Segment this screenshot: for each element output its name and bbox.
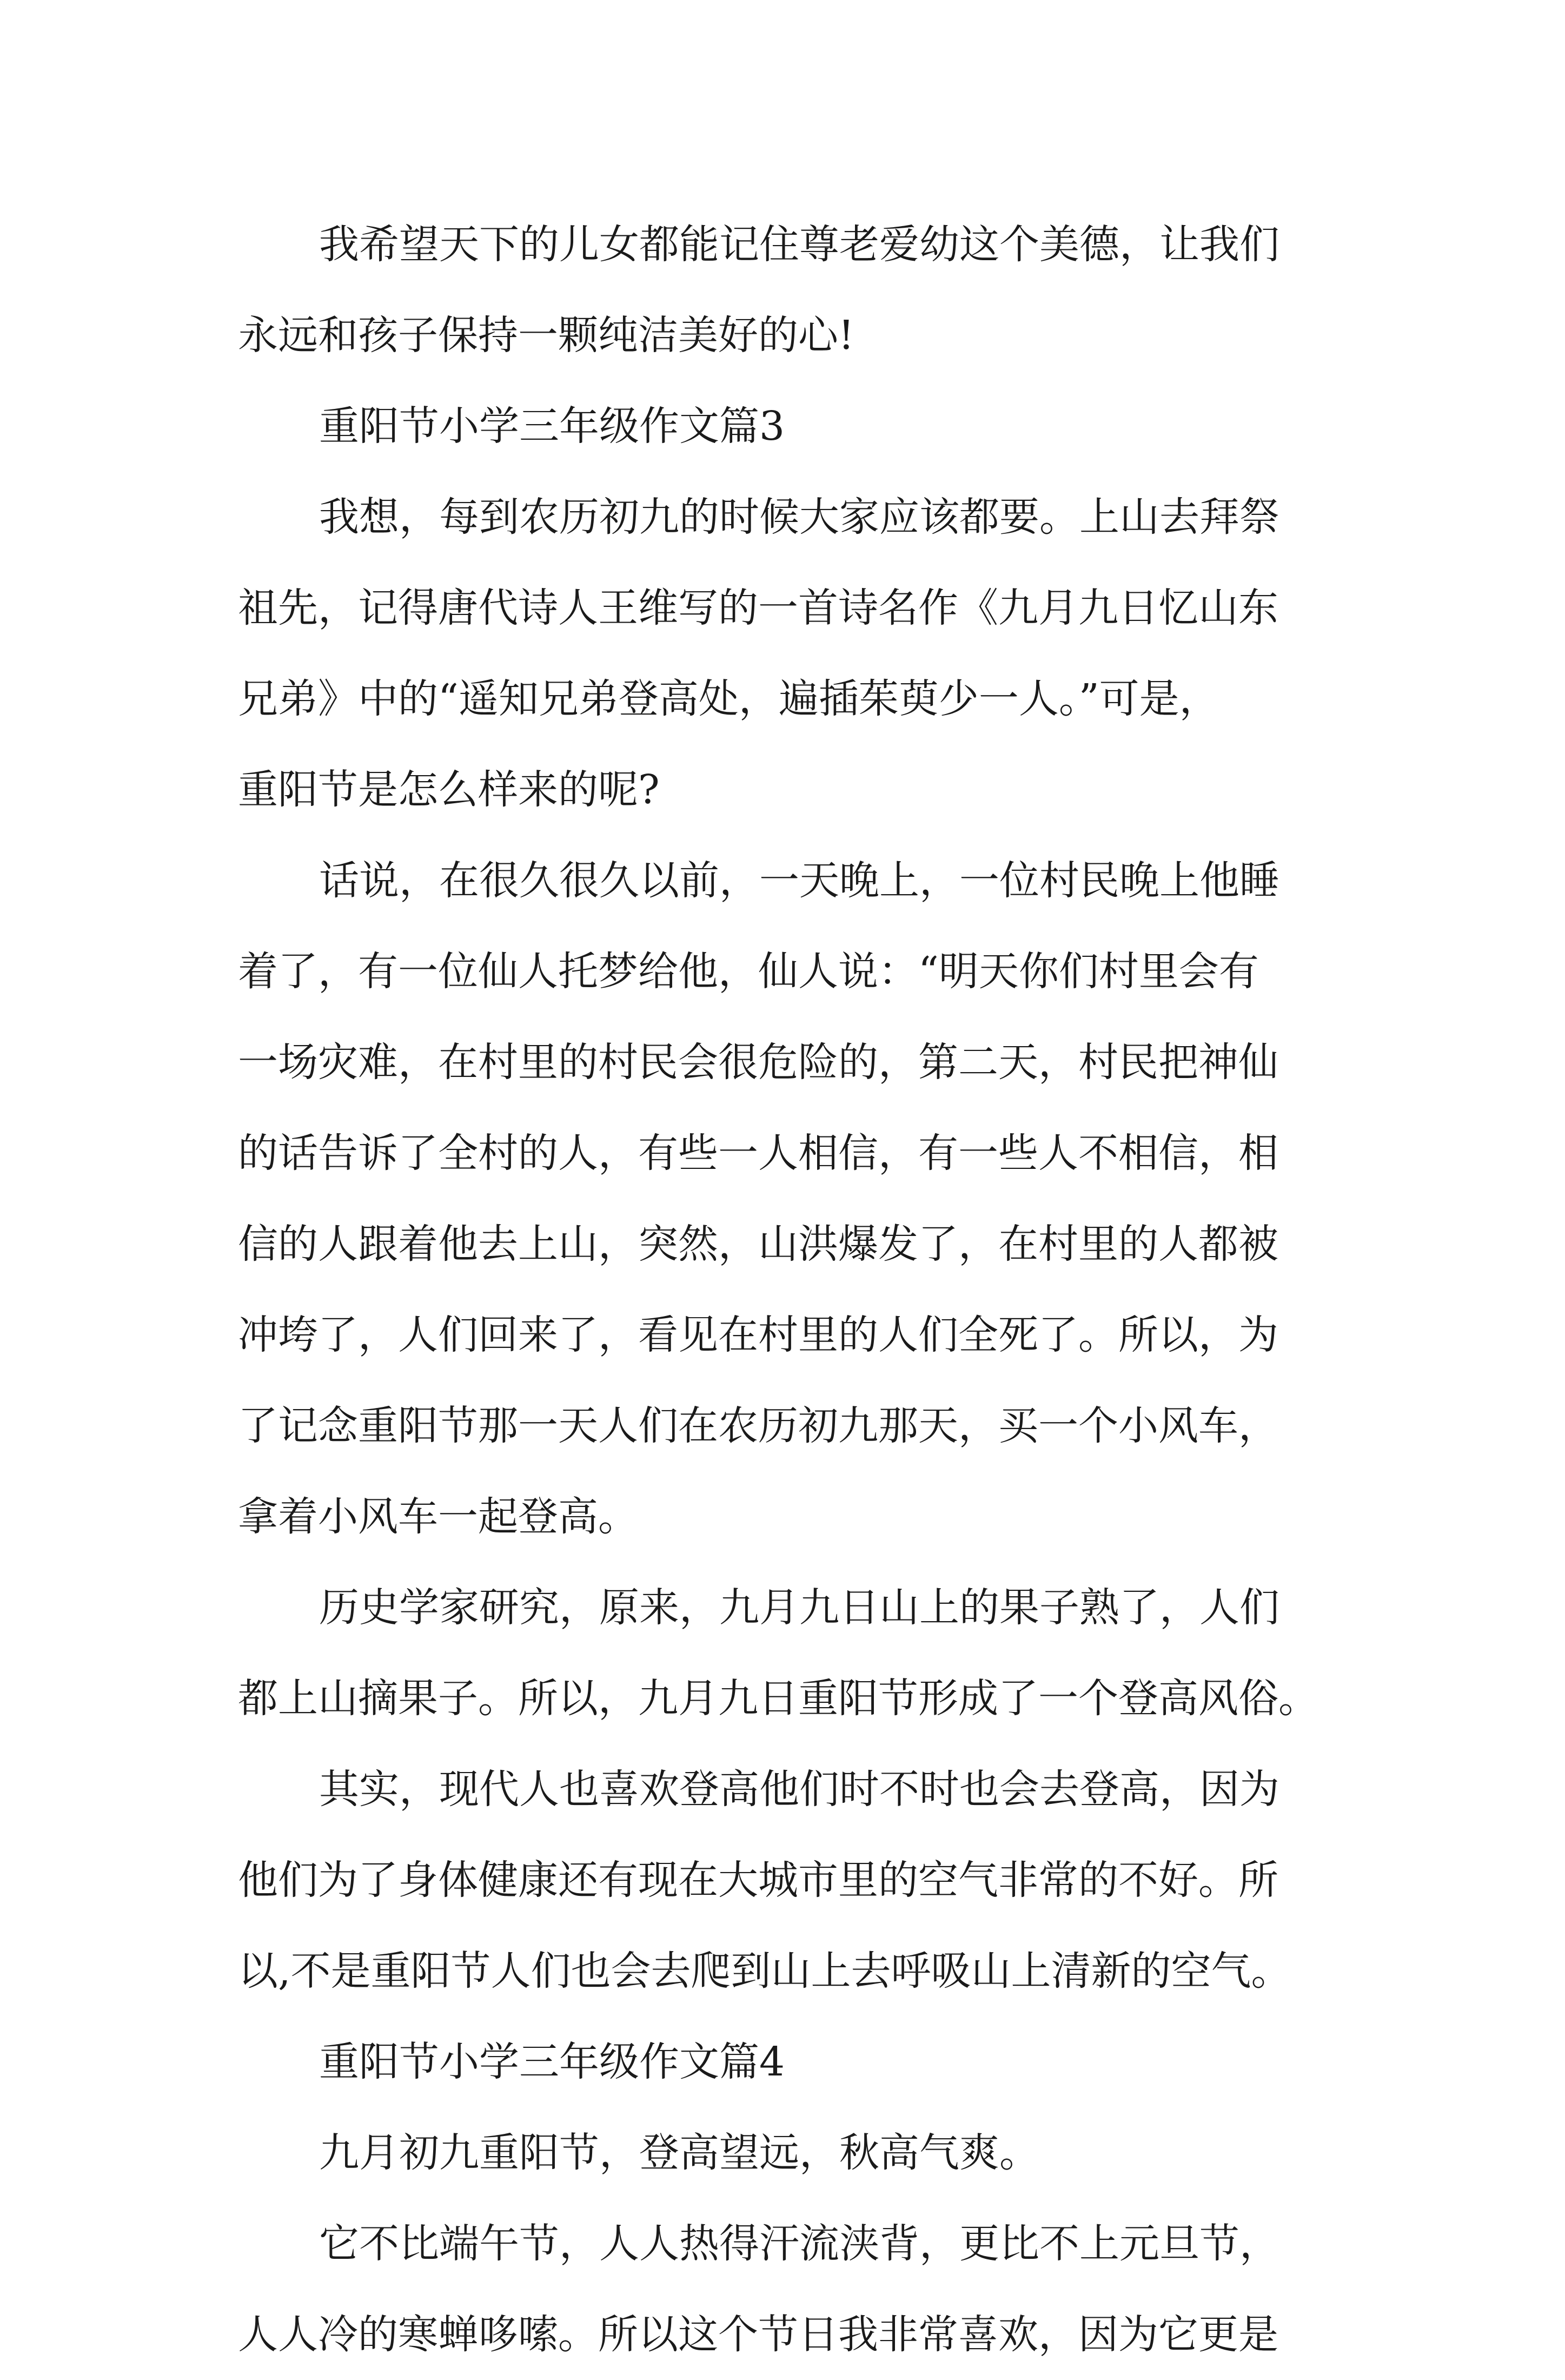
paragraph-line: 我希望天下的儿女都能记住尊老爱幼这个美德，让我们 (319, 221, 1279, 268)
paragraph-line: 重阳节是怎么样来的呢? (238, 766, 660, 813)
section-heading: 重阳节小学三年级作文篇3 (319, 403, 785, 449)
paragraph-line: 冲垮了，人们回来了，看见在村里的人们全死了。所以，为 (238, 1312, 1278, 1358)
paragraph-line: 永远和孩子保持一颗纯洁美好的心! (238, 312, 854, 359)
paragraph-line: 一场灾难，在村里的村民会很危险的，第二天，村民把神仙 (238, 1039, 1278, 1086)
paragraph-line: 拿着小风车一起登高。 (238, 1493, 638, 1540)
paragraph-line: 其实，现代人也喜欢登高他们时不时也会去登高，因为 (319, 1766, 1279, 1813)
paragraph-line: 它不比端午节，人人热得汗流浃背，更比不上元旦节， (319, 2220, 1279, 2267)
paragraph-line: 话说，在很久很久以前，一天晚上，一位村民晚上他睡 (319, 857, 1279, 904)
document-body (238, 199, 1325, 2380)
paragraph-line: 我想，每到农历初九的时候大家应该都要。上山去拜祭 (319, 494, 1279, 540)
paragraph-line: 九月初九重阳节，登高望远，秋高气爽。 (319, 2130, 1039, 2176)
paragraph-line: 信的人跟着他去上山，突然，山洪爆发了，在村里的人都被 (238, 1221, 1278, 1267)
paragraph-line: 人人冷的寒蝉哆嗦。所以这个节日我非常喜欢，因为它更是 (238, 2311, 1278, 2358)
paragraph-line: 的话告诉了全村的人，有些一人相信，有一些人不相信，相 (238, 1130, 1278, 1176)
paragraph-line: 兄弟》中的“遥知兄弟登高处，遍插茱萸少一人。”可是， (238, 676, 1219, 722)
paragraph-line: 以,不是重阳节人们也会去爬到山上去呼吸山上清新的空气。 (238, 1948, 1291, 1994)
paragraph-line: 历史学家研究，原来，九月九日山上的果子熟了，人们 (319, 1584, 1279, 1631)
paragraph-line: 他们为了身体健康还有现在大城市里的空气非常的不好。所 (238, 1857, 1278, 1903)
section-heading: 重阳节小学三年级作文篇4 (319, 2039, 785, 2085)
paragraph-line: 了记念重阳节那一天人们在农历初九那天，买一个小风车， (238, 1403, 1278, 1449)
paragraph-line: 都上山摘果子。所以，九月九日重阳节形成了一个登高风俗。 (238, 1675, 1318, 1722)
paragraph-line: 祖先，记得唐代诗人王维写的一首诗名作《九月九日忆山东 (238, 585, 1278, 631)
paragraph-line: 着了，有一位仙人托梦给他，仙人说：“明天你们村里会有 (238, 948, 1259, 995)
